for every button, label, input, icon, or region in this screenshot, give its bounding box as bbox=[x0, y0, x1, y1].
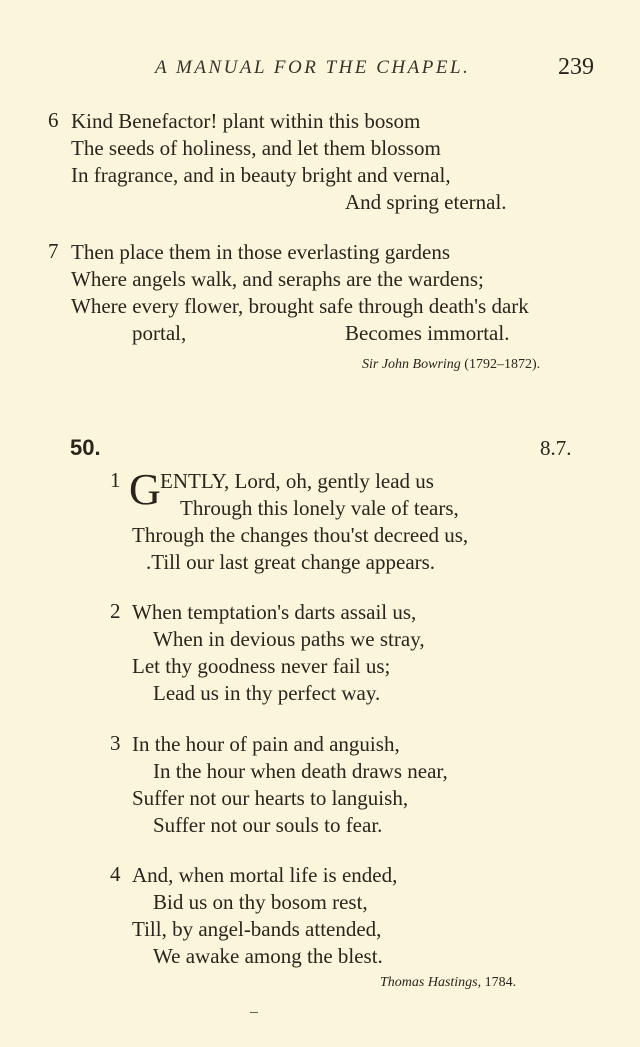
stanza-number: 6 bbox=[48, 108, 59, 132]
verse-line: Through this lonely vale of tears, bbox=[180, 496, 459, 520]
stanza-number: 7 bbox=[48, 239, 59, 263]
verse-line: In the hour of pain and anguish, bbox=[132, 732, 400, 756]
verse-line: Bid us on thy bosom rest, bbox=[153, 890, 368, 914]
page-number: 239 bbox=[558, 54, 594, 80]
hymn-number: 50. bbox=[70, 435, 101, 460]
drop-cap: G bbox=[129, 465, 161, 514]
verse-line: .Till our last great change appears. bbox=[146, 550, 436, 574]
printer-mark bbox=[250, 1012, 258, 1013]
running-header: A MANUAL FOR THE CHAPEL. bbox=[155, 57, 471, 78]
verse-line: Then place them in those everlasting gardens bbox=[71, 240, 451, 264]
verse-line: Becomes immortal. bbox=[345, 321, 510, 345]
verse-line: And, when mortal life is ended, bbox=[132, 863, 398, 887]
verse-line: We awake among the blest. bbox=[153, 944, 383, 968]
verse-line: When in devious paths we stray, bbox=[153, 627, 425, 651]
hymn-meter: 8.7. bbox=[540, 436, 572, 460]
author-year: , 1784. bbox=[477, 975, 517, 990]
verse-line: Let thy goodness never fail us; bbox=[132, 654, 391, 678]
verse-line: And spring eternal. bbox=[345, 190, 507, 214]
verse-line: portal, bbox=[132, 321, 187, 345]
verse-line: Lead us in thy perfect way. bbox=[153, 681, 381, 705]
author-attribution bbox=[362, 357, 540, 373]
stanza-number: 1 bbox=[110, 468, 121, 492]
verse-line: In fragrance, and in beauty bright and vernal, bbox=[71, 163, 451, 187]
stanza-number: 2 bbox=[110, 599, 121, 623]
verse-line: Suffer not our hearts to languish, bbox=[132, 786, 409, 810]
stanza-number: 4 bbox=[110, 862, 121, 886]
author-name: Sir John Bowring bbox=[362, 357, 461, 372]
verse-line: Where every flower, brought safe through death's dark bbox=[71, 294, 529, 318]
verse-line: Till, by angel-bands attended, bbox=[132, 917, 382, 941]
verse-line: ENTLY, Lord, oh, gently lead us bbox=[160, 469, 434, 493]
verse-line: Where angels walk, and seraphs are the wardens; bbox=[71, 267, 484, 291]
author-dates: (1792–1872). bbox=[464, 357, 541, 372]
verse-line: Through the changes thou'st decreed us, bbox=[132, 523, 469, 547]
verse-line: When temptation's darts assail us, bbox=[132, 600, 417, 624]
verse-line: The seeds of holiness, and let them blossom bbox=[71, 136, 441, 160]
author-name: Thomas Hastings bbox=[380, 975, 478, 990]
verse-line: Suffer not our souls to fear. bbox=[153, 813, 383, 837]
stanza-number: 3 bbox=[110, 731, 121, 755]
verse-line: Kind Benefactor! plant within this bosom bbox=[71, 109, 421, 133]
verse-line: In the hour when death draws near, bbox=[153, 759, 448, 783]
author-attribution bbox=[380, 975, 516, 991]
